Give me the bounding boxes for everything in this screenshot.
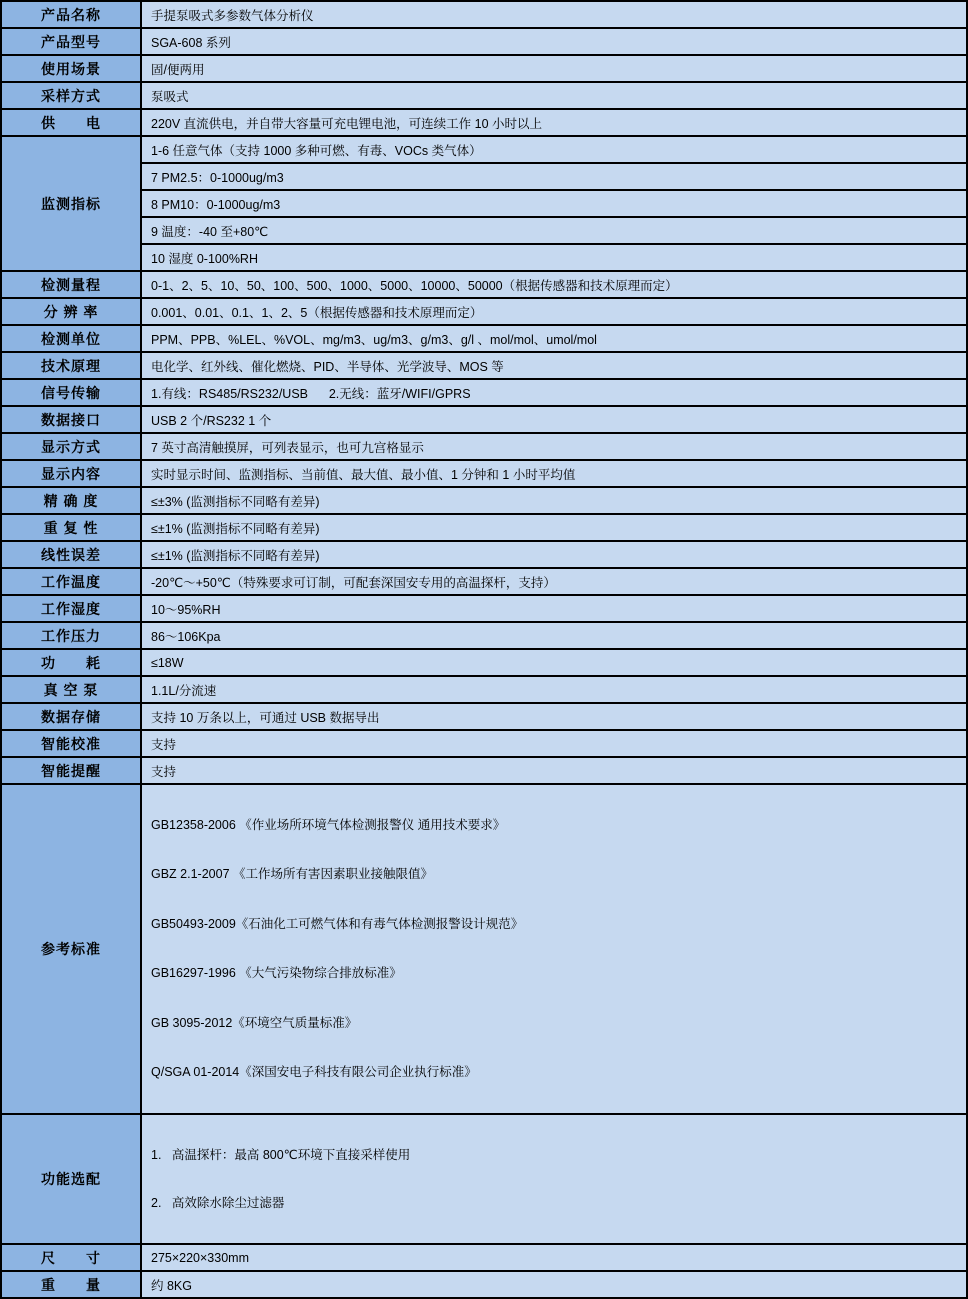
- table-row: [1, 595, 967, 622]
- table-row: [1, 28, 967, 55]
- table-row: [1, 163, 967, 190]
- label-sampling-method: 采样方式: [1, 82, 141, 109]
- value-monitor-item-3: 8 PM10：0-1000ug/m3: [141, 190, 967, 217]
- value-power-consumption: ≤18W: [141, 649, 967, 676]
- table-row: [1, 379, 967, 406]
- label-reference-standards: 参考标准: [1, 784, 141, 1114]
- reference-standard-5: GB 3095-2012《环境空气质量标准》: [151, 1015, 358, 1030]
- value-product-model: SGA-608 系列: [141, 28, 967, 55]
- table-row: [1, 82, 967, 109]
- table-row: [1, 352, 967, 379]
- label-power-supply: 供 电: [1, 109, 141, 136]
- table-row: [1, 1, 967, 28]
- optional-feature-2: 2. 高效除水除尘过滤器: [151, 1196, 285, 1211]
- label-display-mode: 显示方式: [1, 433, 141, 460]
- value-reference-standards: [141, 784, 967, 1114]
- label-data-interface: 数据接口: [1, 406, 141, 433]
- table-row: [1, 1271, 967, 1298]
- value-dimensions: 275×220×330mm: [141, 1244, 967, 1271]
- table-row: [1, 703, 967, 730]
- label-vacuum-pump: 真 空 泵: [1, 676, 141, 703]
- label-smart-reminder: 智能提醒: [1, 757, 141, 784]
- label-detection-range: 检测量程: [1, 271, 141, 298]
- label-technical-principle: 技术原理: [1, 352, 141, 379]
- table-row: [1, 1244, 967, 1271]
- reference-standard-6: Q/SGA 01-2014《深国安电子科技有限公司企业执行标准》: [151, 1065, 477, 1080]
- label-product-name: 产品名称: [1, 1, 141, 28]
- table-row: [1, 487, 967, 514]
- table-row: [1, 298, 967, 325]
- label-display-content: 显示内容: [1, 460, 141, 487]
- label-monitoring-indicators: 监测指标: [1, 136, 141, 271]
- value-accuracy: ≤±3% (监测指标不同略有差异): [141, 487, 967, 514]
- value-sampling-method: 泵吸式: [141, 82, 967, 109]
- table-row: [1, 622, 967, 649]
- table-row: [1, 460, 967, 487]
- value-monitor-item-4: 9 温度：-40 至+80℃: [141, 217, 967, 244]
- value-working-humidity: 10～95%RH: [141, 595, 967, 622]
- label-working-temperature: 工作温度: [1, 568, 141, 595]
- value-power-supply: 220V 直流供电，并自带大容量可充电锂电池，可连续工作 10 小时以上: [141, 109, 967, 136]
- reference-standard-1: GB12358-2006 《作业场所环境气体检测报警仪 通用技术要求》: [151, 818, 506, 832]
- table-row: [1, 541, 967, 568]
- table-row: [1, 676, 967, 703]
- table-row: [1, 433, 967, 460]
- value-data-storage: 支持 10 万条以上，可通过 USB 数据导出: [141, 703, 967, 730]
- value-resolution: 0.001、0.01、0.1、1、2、5（根据传感器和技术原理而定）: [141, 298, 967, 325]
- label-usage-scenario: 使用场景: [1, 55, 141, 82]
- label-accuracy: 精 确 度: [1, 487, 141, 514]
- label-detection-unit: 检测单位: [1, 325, 141, 352]
- table-row: [1, 649, 967, 676]
- value-monitor-item-5: 10 湿度 0-100%RH: [141, 244, 967, 271]
- value-repeatability: ≤±1% (监测指标不同略有差异): [141, 514, 967, 541]
- value-optional-features: [141, 1114, 967, 1244]
- table-row: [1, 271, 967, 298]
- value-smart-reminder: 支持: [141, 757, 967, 784]
- value-smart-calibration: 支持: [141, 730, 967, 757]
- label-dimensions: 尺 寸: [1, 1244, 141, 1271]
- label-product-model: 产品型号: [1, 28, 141, 55]
- value-detection-range: 0-1、2、5、10、50、100、500、1000、5000、10000、50000（根据传感器和技术原理而定）: [141, 271, 967, 298]
- value-product-name: 手提泵吸式多参数气体分析仪: [141, 1, 967, 28]
- value-technical-principle: 电化学、红外线、催化燃烧、PID、半导体、光学波导、MOS 等: [141, 352, 967, 379]
- label-power-consumption: 功 耗: [1, 649, 141, 676]
- value-vacuum-pump: 1.1L/分流速: [141, 676, 967, 703]
- value-linearity-error: ≤±1% (监测指标不同略有差异): [141, 541, 967, 568]
- table-row: [1, 190, 967, 217]
- table-row: [1, 784, 967, 1114]
- table-row: [1, 244, 967, 271]
- label-resolution: 分 辨 率: [1, 298, 141, 325]
- reference-standard-4: GB16297-1996 《大气污染物综合排放标准》: [151, 966, 402, 981]
- reference-standard-3: GB50493-2009《石油化工可燃气体和有毒气体检测报警设计规范》: [151, 916, 524, 931]
- table-row: [1, 514, 967, 541]
- value-signal-transmission: 1.有线：RS485/RS232/USB 2.无线：蓝牙/WIFI/GPRS: [141, 379, 967, 406]
- table-row: [1, 109, 967, 136]
- value-monitor-item-1: 1-6 任意气体（支持 1000 多种可燃、有毒、VOCs 类气体）: [141, 136, 967, 163]
- value-display-content: 实时显示时间、监测指标、当前值、最大值、最小值、1 分钟和 1 小时平均值: [141, 460, 967, 487]
- label-working-pressure: 工作压力: [1, 622, 141, 649]
- table-row: [1, 568, 967, 595]
- label-signal-transmission: 信号传输: [1, 379, 141, 406]
- value-display-mode: 7 英寸高清触摸屏，可列表显示，也可九宫格显示: [141, 433, 967, 460]
- label-smart-calibration: 智能校准: [1, 730, 141, 757]
- table-row: [1, 730, 967, 757]
- table-row: [1, 136, 967, 163]
- table-row: [1, 325, 967, 352]
- value-data-interface: USB 2 个/RS232 1 个: [141, 406, 967, 433]
- optional-feature-1: 1. 高温探杆：最高 800℃环境下直接采样使用: [151, 1148, 411, 1163]
- value-detection-unit: PPM、PPB、%LEL、%VOL、mg/m3、ug/m3、g/m3、g/l 、mol/mol、umol/mol: [141, 325, 967, 352]
- value-working-pressure: 86～106Kpa: [141, 622, 967, 649]
- table-row: [1, 1114, 967, 1244]
- label-working-humidity: 工作湿度: [1, 595, 141, 622]
- label-weight: 重 量: [1, 1271, 141, 1298]
- reference-standard-2: GBZ 2.1-2007 《工作场所有害因素职业接触限值》: [151, 867, 433, 882]
- table-row: [1, 55, 967, 82]
- label-data-storage: 数据存储: [1, 703, 141, 730]
- label-optional-features: 功能选配: [1, 1114, 141, 1244]
- value-usage-scenario: 固/便两用: [141, 55, 967, 82]
- value-monitor-item-2: 7 PM2.5：0-1000ug/m3: [141, 163, 967, 190]
- table-row: [1, 217, 967, 244]
- table-row: [1, 406, 967, 433]
- label-repeatability: 重 复 性: [1, 514, 141, 541]
- label-linearity-error: 线性误差: [1, 541, 141, 568]
- table-row: [1, 757, 967, 784]
- value-weight: 约 8KG: [141, 1271, 967, 1298]
- value-working-temperature: -20℃～+50℃（特殊要求可订制，可配套深国安专用的高温探杆，支持）: [141, 568, 967, 595]
